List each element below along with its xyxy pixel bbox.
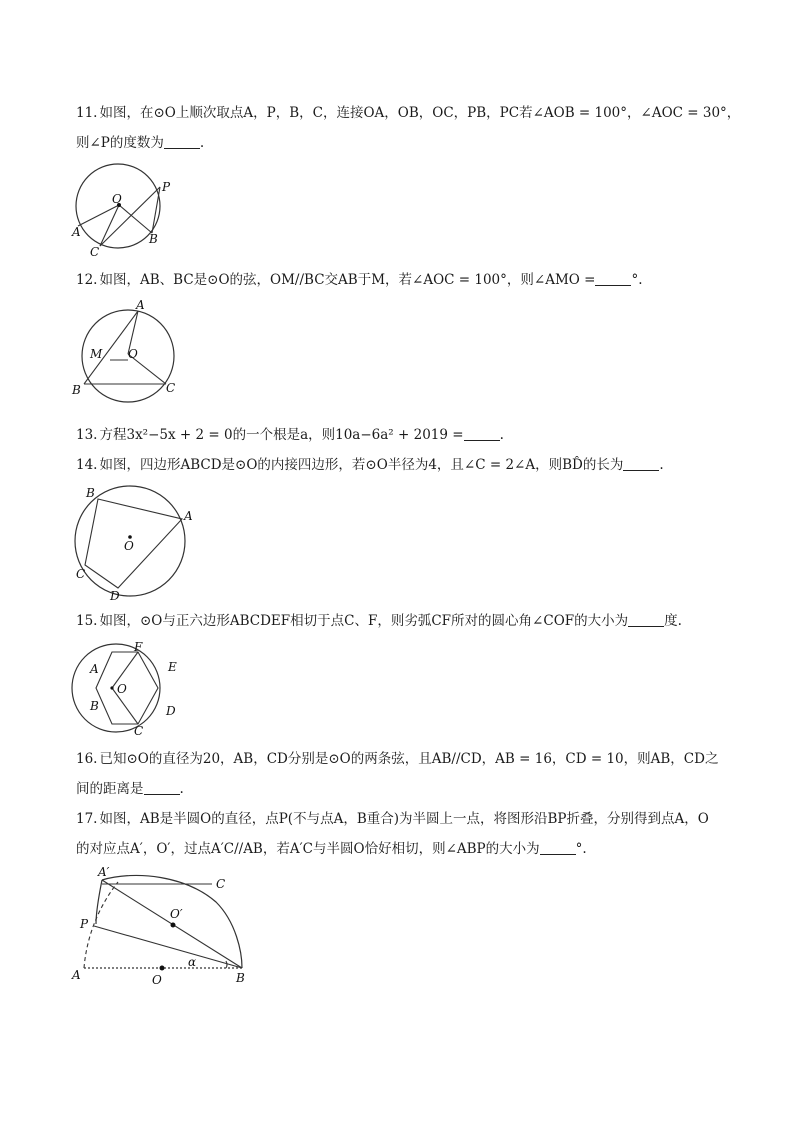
original-arc <box>84 882 118 968</box>
center-point <box>110 686 113 689</box>
label-B: B <box>90 699 99 713</box>
answer-blank[interactable] <box>595 271 631 286</box>
question-suffix: °. <box>575 841 587 857</box>
question-number: 11. <box>76 105 98 121</box>
question-suffix: . <box>179 781 184 797</box>
label-C: C <box>134 724 144 738</box>
answer-blank[interactable] <box>628 612 664 627</box>
question-number: 17. <box>76 811 98 827</box>
question-number: 15. <box>76 613 98 629</box>
answer-blank[interactable] <box>144 780 180 795</box>
answer-blank[interactable] <box>164 134 200 149</box>
label-P: P <box>162 180 171 194</box>
label-C: C <box>90 245 100 259</box>
label-A: A <box>90 662 99 676</box>
question-suffix: . <box>659 457 664 473</box>
figure-14 <box>72 482 202 604</box>
question-text: 如图，AB是半圆O的直径，点P(不与点A，B重合)为半圆上一点，将图形沿BP折叠，分别得到点A，O <box>99 811 709 827</box>
label-C: C <box>76 567 86 581</box>
label-O-prime: O′ <box>170 907 183 921</box>
question-17 <box>76 804 726 864</box>
question-16 <box>76 744 726 804</box>
question-12 <box>76 265 726 295</box>
question-text: 方程3x²−5x + 2 = 0的一个根是a，则10a−6a² + 2019 = <box>99 427 464 443</box>
label-B: B <box>72 383 81 397</box>
label-F: F <box>134 640 143 654</box>
question-suffix: 度. <box>664 613 682 629</box>
label-O: O <box>112 192 122 206</box>
question-13 <box>76 420 726 450</box>
question-text: 如图，AB、BC是⊙O的弦，OM//BC交AB于M，若∠AOC = 100°，则∠AMO = <box>99 272 596 288</box>
question-number: 14. <box>76 457 98 473</box>
question-number: 16. <box>76 751 98 767</box>
label-B: B <box>86 486 95 500</box>
label-M: M <box>90 347 103 361</box>
figure-11 <box>70 160 180 260</box>
figure-17 <box>66 862 266 990</box>
point-O <box>160 966 165 971</box>
label-O: O <box>117 682 127 696</box>
label-D: D <box>110 589 120 603</box>
label-O: O <box>128 347 138 361</box>
answer-blank[interactable] <box>464 426 500 441</box>
hexagon <box>96 652 158 724</box>
question-text: 如图，在⊙O上顺次取点A，P，B，C，连接OA，OB，OC，PB，PC若∠AOB = 100°，∠AOC = 30°， <box>99 105 741 121</box>
label-B: B <box>149 232 158 246</box>
angle-alpha-arc <box>226 961 227 968</box>
question-text: 间的距离是 <box>76 781 144 797</box>
question-text: 已知⊙O的直径为20，AB，CD分别是⊙O的两条弦，且AB//CD，AB = 16，CD = 10，则AB，CD之 <box>99 751 719 767</box>
label-C: C <box>216 877 226 891</box>
figure-15 <box>70 638 188 740</box>
label-A: A <box>184 509 193 523</box>
question-text: 的对应点A′，O′，过点A′C//AB，若A′C与半圆O恰好相切，则∠ABP的大小为 <box>76 841 540 857</box>
label-O: O <box>152 973 162 987</box>
label-D: D <box>166 704 176 718</box>
question-14 <box>76 450 726 480</box>
label-P: P <box>80 917 89 931</box>
label-A: A <box>136 298 145 312</box>
question-text: 则∠P的度数为 <box>76 135 164 151</box>
label-alpha: α <box>188 955 197 969</box>
point-O-prime <box>171 923 176 928</box>
question-text: 如图，⊙O与正六边形ABCDEF相切于点C、F，则劣弧CF所对的圆心角∠COF的大小为 <box>99 613 629 629</box>
label-C: C <box>166 381 176 395</box>
question-suffix: . <box>199 135 205 151</box>
label-A: A <box>72 225 81 239</box>
question-15 <box>76 606 726 636</box>
label-A: A <box>72 968 81 982</box>
question-suffix: °. <box>631 272 643 288</box>
label-O: O <box>124 539 134 553</box>
question-number: 12. <box>76 272 98 288</box>
answer-blank[interactable] <box>623 456 659 471</box>
label-B: B <box>236 971 245 985</box>
question-number: 13. <box>76 427 98 443</box>
question-text: 如图，四边形ABCD是⊙O的内接四边形，若⊙O半径为4，且∠C = 2∠A，则BD̂的长为 <box>99 457 624 473</box>
label-A-prime: A′ <box>98 865 110 879</box>
question-suffix: . <box>499 427 504 443</box>
circle <box>72 644 160 732</box>
answer-blank[interactable] <box>540 840 576 855</box>
question-11 <box>76 98 741 158</box>
figure-12 <box>68 298 193 403</box>
label-E: E <box>168 660 177 674</box>
line-PB <box>94 926 242 968</box>
